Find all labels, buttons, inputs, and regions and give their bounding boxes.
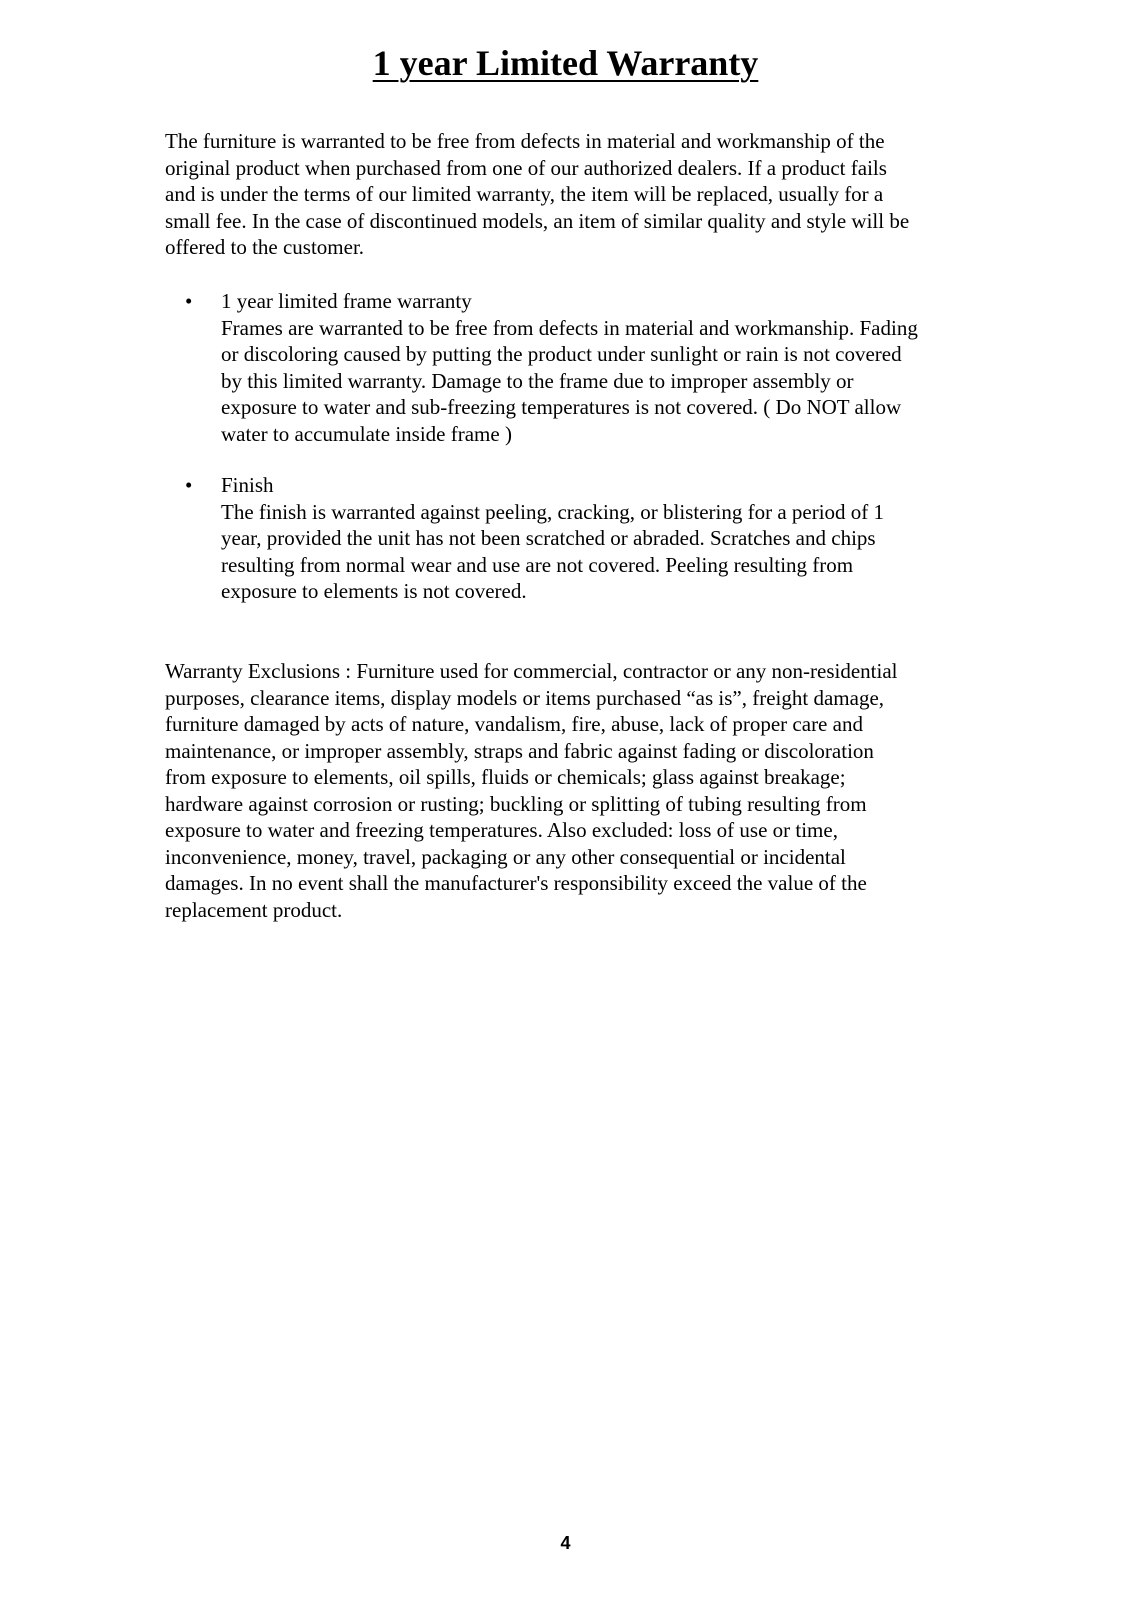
bullet-icon: • [185, 289, 193, 313]
warranty-exclusions-paragraph: Warranty Exclusions : Furniture used for commercial, contractor or any non-residential purposes, clearance items, display models or items purchased “as is”, freight damage, furniture damaged by acts of nature, vandalism, fire, abuse, lack of proper care and maintenance, or improper assembly, straps and fabric against fading or discoloration from exposure to elements, oil spills, fluids or chemicals; glass against breakage; hardware against corrosion or rusting; buckling or splitting of tubing resulting from exposure to water and freezing temperatures. Also excluded: loss of use or time, inconvenience, money, travel, packaging or any other consequential or incidental damages. In no event shall the manufacturer's responsibility exceed the value of the replacement product. [165, 659, 898, 922]
page-number: 4 [560, 1533, 571, 1553]
bullet-heading: Finish [221, 473, 274, 497]
bullet-content [221, 472, 1015, 605]
bullet-heading: 1 year limited frame warranty [221, 289, 472, 313]
intro-paragraph: The furniture is warranted to be free from defects in material and workmanship of the original product when purchased from one of our authorized dealers. If a product fails and is under the terms of our limited warranty, the item will be replaced, usually for a small fee. In the case of discontinued models, an item of similar quality and style will be offered to the customer. [165, 129, 910, 259]
bullet-text: The finish is warranted against peeling, cracking, or blistering for a period of 1 year, provided the unit has not been scratched or abraded. Scratches and chips resulting from normal wear and use are not covered. Peeling resulting from exposure to elements is not covered. [221, 499, 885, 603]
page-title-text: 1 year Limited Warranty [372, 43, 759, 83]
page-title [0, 40, 1131, 86]
bullet-content [221, 288, 1015, 447]
bullet-text: Frames are warranted to be free from defects in material and workmanship. Fading or discoloring caused by putting the product under sunlight or rain is not covered by this limited warranty. Damage to the frame due to improper assembly or exposure to water and sub-freezing temperatures is not covered. ( Do NOT allow water to accumulate inside frame ) [221, 315, 918, 446]
bullet-icon: • [185, 473, 193, 497]
